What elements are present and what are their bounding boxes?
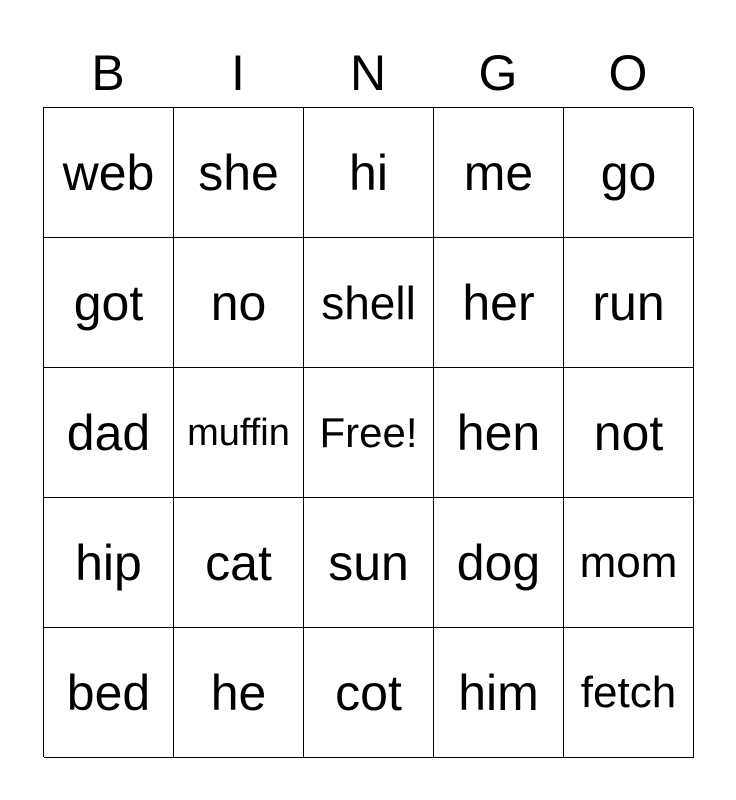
bingo-cell[interactable]: she — [174, 108, 304, 238]
bingo-cell[interactable]: muffin — [174, 368, 304, 498]
bingo-cell[interactable]: go — [564, 108, 694, 238]
header-letter-b: B — [91, 45, 125, 101]
bingo-cell[interactable]: hen — [434, 368, 564, 498]
bingo-free-space[interactable]: Free! — [304, 368, 434, 498]
bingo-cell[interactable]: no — [174, 238, 304, 368]
bingo-cell[interactable]: cot — [304, 628, 434, 758]
bingo-cell[interactable]: cat — [174, 498, 304, 628]
bingo-cell[interactable]: fetch — [564, 628, 694, 758]
bingo-cell[interactable]: hi — [304, 108, 434, 238]
bingo-cell[interactable]: he — [174, 628, 304, 758]
header-letter-n: N — [349, 45, 387, 101]
header-letter-g: G — [478, 45, 518, 101]
bingo-cell[interactable]: run — [564, 238, 694, 368]
bingo-cell[interactable]: him — [434, 628, 564, 758]
bingo-cell[interactable]: her — [434, 238, 564, 368]
bingo-cell[interactable]: bed — [44, 628, 174, 758]
bingo-cell[interactable]: not — [564, 368, 694, 498]
bingo-header — [43, 40, 693, 106]
bingo-cell[interactable]: mom — [564, 498, 694, 628]
header-letter-o: O — [608, 45, 648, 101]
bingo-cell[interactable]: hip — [44, 498, 174, 628]
bingo-cell[interactable]: dad — [44, 368, 174, 498]
bingo-cell[interactable]: got — [44, 238, 174, 368]
bingo-board — [43, 107, 693, 757]
bingo-cell[interactable]: me — [434, 108, 564, 238]
bingo-cell[interactable]: web — [44, 108, 174, 238]
bingo-cell[interactable]: sun — [304, 498, 434, 628]
bingo-cell[interactable]: shell — [304, 238, 434, 368]
bingo-cell[interactable]: dog — [434, 498, 564, 628]
header-letter-i: I — [231, 45, 245, 101]
